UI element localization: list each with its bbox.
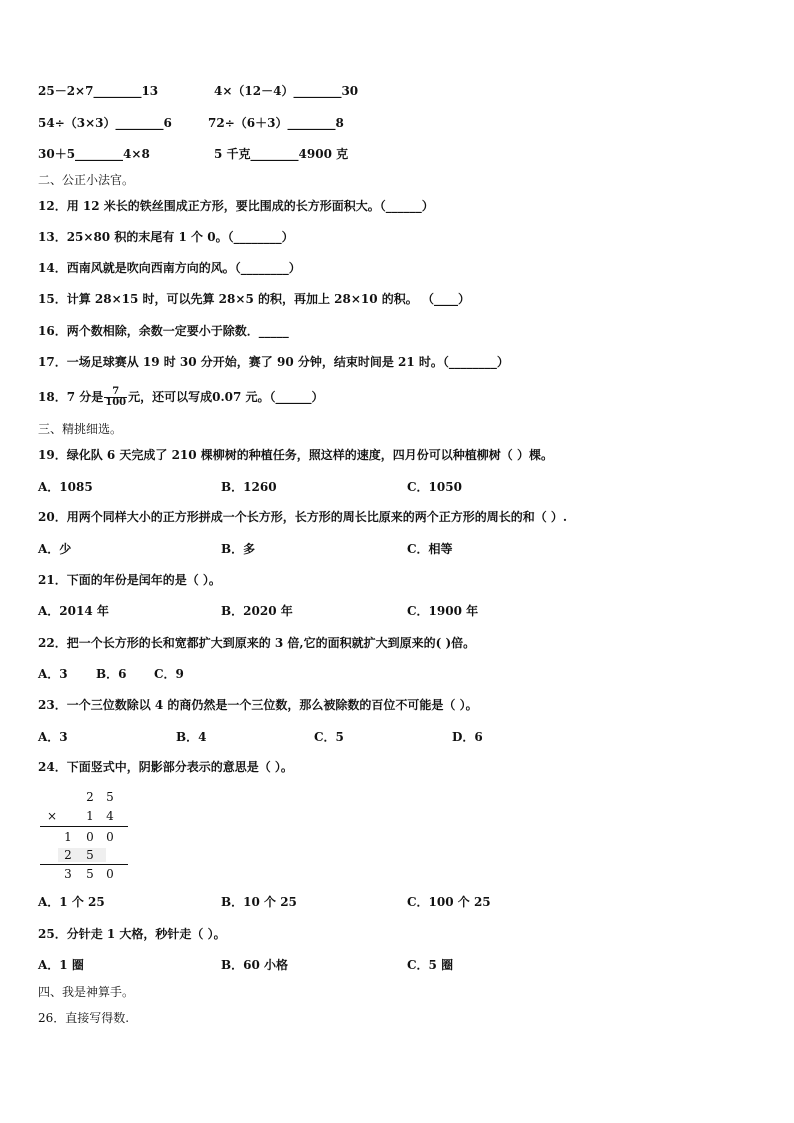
digit: 3 bbox=[64, 867, 72, 881]
vertical-multiplication bbox=[40, 790, 130, 885]
option: A．1085 bbox=[38, 480, 93, 494]
compare-item: 72÷（6＋3）________8 bbox=[208, 116, 344, 130]
question-20: 20．用两个同样大小的正方形拼成一个长方形，长方形的周长比原来的两个正方形的周长的和（ ）. bbox=[38, 510, 568, 524]
section-heading: 二、公正小法官。 bbox=[38, 173, 135, 187]
option: C．1050 bbox=[407, 480, 462, 494]
question-22: 22．把一个长方形的长和宽都扩大到原来的 3 倍,它的面积就扩大到原来的( )倍。 bbox=[38, 636, 476, 650]
digit: 0 bbox=[86, 830, 94, 844]
compare-item: 54÷（3×3）________6 bbox=[38, 116, 172, 130]
rule-line bbox=[40, 864, 128, 865]
fraction-numerator: 7 bbox=[104, 387, 127, 398]
option: C．9 bbox=[154, 667, 184, 681]
section-heading: 四、我是神算手。 bbox=[38, 985, 135, 999]
option: A．2014 年 bbox=[38, 604, 109, 618]
option: D．6 bbox=[452, 730, 483, 744]
digit: 5 bbox=[106, 790, 114, 804]
compare-item: 25－2×7________13 bbox=[38, 84, 159, 98]
option: B．4 bbox=[176, 730, 207, 744]
option: A．3 bbox=[38, 730, 68, 744]
question-15: 15．计算 28×15 时，可以先算 28×5 的积，再加上 28×10 的积。 （____） bbox=[38, 292, 470, 306]
option: C．相等 bbox=[407, 542, 453, 556]
option: C．100 个 25 bbox=[407, 895, 491, 909]
question-25: 25．分针走 1 大格，秒针走（ ）。 bbox=[38, 927, 226, 941]
question-21: 21．下面的年份是闰年的是（ ）。 bbox=[38, 573, 221, 587]
rule-line bbox=[40, 826, 128, 827]
option: B．10 个 25 bbox=[221, 895, 297, 909]
question-12: 12．用 12 米长的铁丝围成正方形，要比围成的长方形面积大。（______） bbox=[38, 199, 434, 213]
option: C．1900 年 bbox=[407, 604, 479, 618]
section-heading: 三、精挑细选。 bbox=[38, 422, 123, 436]
digit: 4 bbox=[106, 809, 114, 823]
digit: 2 bbox=[86, 790, 94, 804]
question-16: 16．两个数相除，余数一定要小于除数．_____ bbox=[38, 324, 289, 338]
option: C．5 bbox=[314, 730, 344, 744]
digit: 0 bbox=[106, 830, 114, 844]
option: B．1260 bbox=[221, 480, 277, 494]
digit: 5 bbox=[86, 848, 94, 862]
compare-item: 30＋5________4×8 bbox=[38, 147, 150, 161]
option: A．3 bbox=[38, 667, 68, 681]
question-18-suffix: 元，还可以写成0.07 元。（______） bbox=[128, 390, 324, 404]
question-23: 23．一个三位数除以 4 的商仍然是一个三位数，那么被除数的百位不可能是（ ）。 bbox=[38, 698, 478, 712]
option: B．6 bbox=[96, 667, 127, 681]
digit: 2 bbox=[64, 848, 72, 862]
option: B．60 小格 bbox=[221, 958, 289, 972]
option: A．1 个 25 bbox=[38, 895, 105, 909]
question-18-prefix: 18．7 分是 bbox=[38, 390, 104, 404]
question-24: 24．下面竖式中，阴影部分表示的意思是（ ）。 bbox=[38, 760, 293, 774]
question-18 bbox=[38, 387, 324, 408]
compare-item: 4×（12－4）________30 bbox=[214, 84, 359, 98]
compare-item: 5 千克________4900 克 bbox=[214, 147, 349, 161]
digit: 1 bbox=[64, 830, 72, 844]
option: A．1 圈 bbox=[38, 958, 84, 972]
digit: 0 bbox=[106, 867, 114, 881]
option: C．5 圈 bbox=[407, 958, 454, 972]
fraction-denominator: 100 bbox=[105, 397, 127, 408]
digit: 5 bbox=[86, 867, 94, 881]
question-14: 14．西南风就是吹向西南方向的风。（________） bbox=[38, 261, 301, 275]
fraction bbox=[104, 387, 127, 408]
question-26: 26．直接写得数. bbox=[38, 1011, 130, 1025]
option: A．少 bbox=[38, 542, 72, 556]
question-19: 19．绿化队 6 天完成了 210 棵柳树的种植任务，照这样的速度，四月份可以种植柳树（ ）棵。 bbox=[38, 448, 553, 462]
question-17: 17．一场足球赛从 19 时 30 分开始，赛了 90 分钟，结束时间是 21 时。（________） bbox=[38, 355, 509, 369]
digit: 1 bbox=[86, 809, 94, 823]
times-sign: × bbox=[46, 809, 58, 823]
question-13: 13．25×80 积的末尾有 1 个 0。（________） bbox=[38, 230, 294, 244]
option: B．2020 年 bbox=[221, 604, 293, 618]
option: B．多 bbox=[221, 542, 256, 556]
